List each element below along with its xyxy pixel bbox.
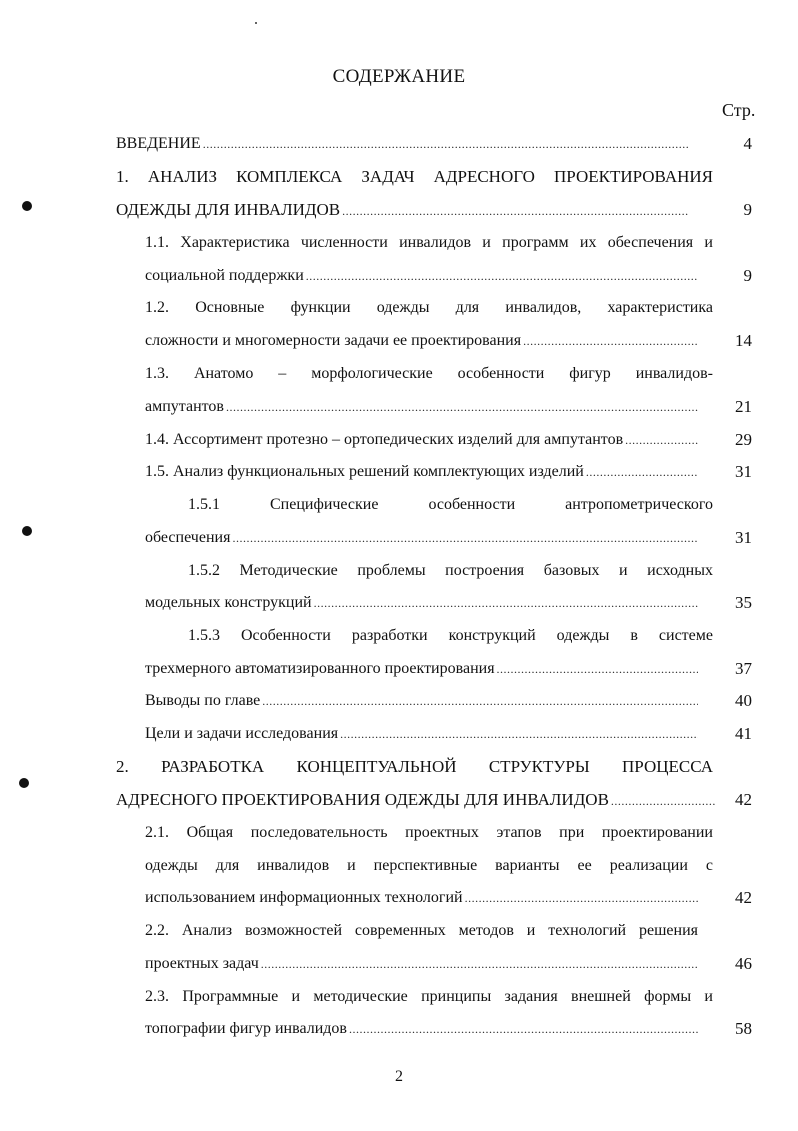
dot-leader: [314, 590, 698, 616]
toc-text: сложности и многомерности задачи ее проектирования: [145, 332, 522, 349]
toc-text: 1.5. Анализ функциональных решений комплектующих изделий: [145, 463, 584, 480]
toc-text: 1. АНАЛИЗ КОМПЛЕКСА ЗАДАЧ АДРЕСНОГО ПРОЕКТИРОВАНИЯ: [116, 167, 713, 186]
dot-leader: [465, 885, 698, 911]
toc-line: [145, 394, 698, 420]
toc-text: ампутантов: [145, 398, 224, 415]
toc-line: [188, 623, 713, 649]
punch-hole-mark: [22, 201, 32, 211]
dot-leader: [262, 688, 698, 714]
toc-line: [145, 230, 713, 256]
toc-text: использованием информационных технологий: [145, 889, 463, 906]
toc-text: ОДЕЖДЫ ДЛЯ ИНВАЛИДОВ: [116, 200, 341, 219]
toc-line: [188, 492, 713, 518]
dot-leader: [523, 328, 698, 354]
toc-page-number: 42: [735, 888, 752, 907]
toc-text: топографии фигур инвалидов: [145, 1020, 347, 1037]
toc-text: 2.3. Программные и методические принципы задания внешней формы и: [145, 988, 713, 1005]
dot-leader: [349, 1016, 698, 1042]
dot-leader: [611, 788, 716, 813]
toc-text: 1.5.1 Специфические особенности антропометрического: [188, 496, 713, 513]
toc-text: 1.5.3 Особенности разработки конструкций одежды в системе: [188, 627, 713, 644]
toc-line: [145, 984, 713, 1010]
toc-text: одежды для инвалидов и перспективные варианты ее реализации с: [145, 857, 713, 874]
dot-leader: [306, 263, 698, 289]
toc-line: [116, 164, 713, 190]
toc-text: социальной поддержки: [145, 267, 304, 284]
toc-page-number: 9: [743, 266, 752, 285]
toc-page-number: 42: [735, 790, 752, 809]
toc-text: Выводы по главе: [145, 692, 261, 709]
toc-line: [116, 787, 716, 813]
dot-leader: [226, 394, 698, 420]
toc-text: 1.5.2 Методические проблемы построения базовых и исходных: [188, 562, 713, 579]
toc-page-number: 37: [735, 659, 752, 678]
toc-text: 2. РАЗРАБОТКА КОНЦЕПТУАЛЬНОЙ СТРУКТУРЫ ПРОЦЕССА: [116, 757, 713, 776]
toc-page-number: 14: [735, 331, 752, 350]
toc-line: [145, 721, 698, 747]
toc-text: Цели и задачи исследования: [145, 725, 339, 742]
dot-leader: [586, 459, 698, 485]
toc-line: [145, 688, 698, 714]
toc-page-number: 31: [735, 528, 752, 547]
toc-line: [116, 131, 688, 157]
punch-hole-mark: [22, 526, 32, 536]
toc-text: АДРЕСНОГО ПРОЕКТИРОВАНИЯ ОДЕЖДЫ ДЛЯ ИНВАЛИДОВ: [116, 790, 609, 809]
toc-page-number: 35: [735, 593, 752, 612]
toc-page-number: 9: [743, 200, 752, 219]
toc-line: [145, 951, 698, 977]
page-title: СОДЕРЖАНИЕ: [332, 66, 466, 87]
toc-line: [116, 197, 688, 223]
toc-page-number: 58: [735, 1019, 752, 1038]
scan-speck: [255, 22, 257, 24]
toc-page-number: 21: [735, 397, 752, 416]
toc-line: [145, 459, 698, 485]
toc-text: трехмерного автоматизированного проектирования: [145, 660, 495, 677]
toc-line: [145, 263, 698, 289]
toc-line: [145, 1016, 698, 1042]
toc-page-number: 41: [735, 724, 752, 743]
toc-text: 1.4. Ассортимент протезно – ортопедических изделий для ампутантов: [145, 431, 624, 448]
page-column-label: Стр.: [722, 100, 756, 120]
dot-leader: [340, 721, 698, 747]
toc-line: [145, 361, 713, 387]
toc-text: 1.3. Анатомо – морфологические особенности фигур инвалидов-: [145, 365, 713, 382]
dot-leader: [625, 427, 698, 453]
toc-line: [145, 885, 698, 911]
toc-text: обеспечения: [145, 529, 231, 546]
toc-text: модельных конструкций: [145, 594, 312, 611]
toc-text: 2.2. Анализ возможностей современных методов и технологий решения: [145, 922, 698, 939]
toc-text: 1.2. Основные функции одежды для инвалидов, характеристика: [145, 299, 713, 316]
toc-page-number: 31: [735, 462, 752, 481]
toc-line: [145, 820, 713, 846]
toc-line: [145, 295, 713, 321]
toc-page-number: 4: [743, 134, 752, 153]
toc-line: [145, 427, 698, 453]
toc-line: [145, 656, 698, 682]
toc-text: ВВЕДЕНИЕ: [116, 135, 201, 152]
dot-leader: [497, 656, 698, 682]
dot-leader: [342, 198, 688, 223]
dot-leader: [261, 951, 698, 977]
toc-page-number: 40: [735, 691, 752, 710]
dot-leader: [232, 525, 698, 551]
toc-line: [145, 590, 698, 616]
toc-line: [145, 918, 698, 944]
toc-line: [145, 328, 698, 354]
toc-page-number: 29: [735, 430, 752, 449]
toc-page-number: 46: [735, 954, 752, 973]
toc-line: [145, 525, 698, 551]
toc-line: [145, 853, 713, 879]
toc-text: 2.1. Общая последовательность проектных этапов при проектировании: [145, 824, 713, 841]
toc-text: 1.1. Характеристика численности инвалидов и программ их обеспечения и: [145, 234, 713, 251]
toc-line: [188, 558, 713, 584]
toc-line: [116, 754, 713, 780]
dot-leader: [203, 131, 688, 157]
punch-hole-mark: [19, 778, 29, 788]
toc-text: проектных задач: [145, 955, 259, 972]
page-number: 2: [395, 1068, 403, 1085]
